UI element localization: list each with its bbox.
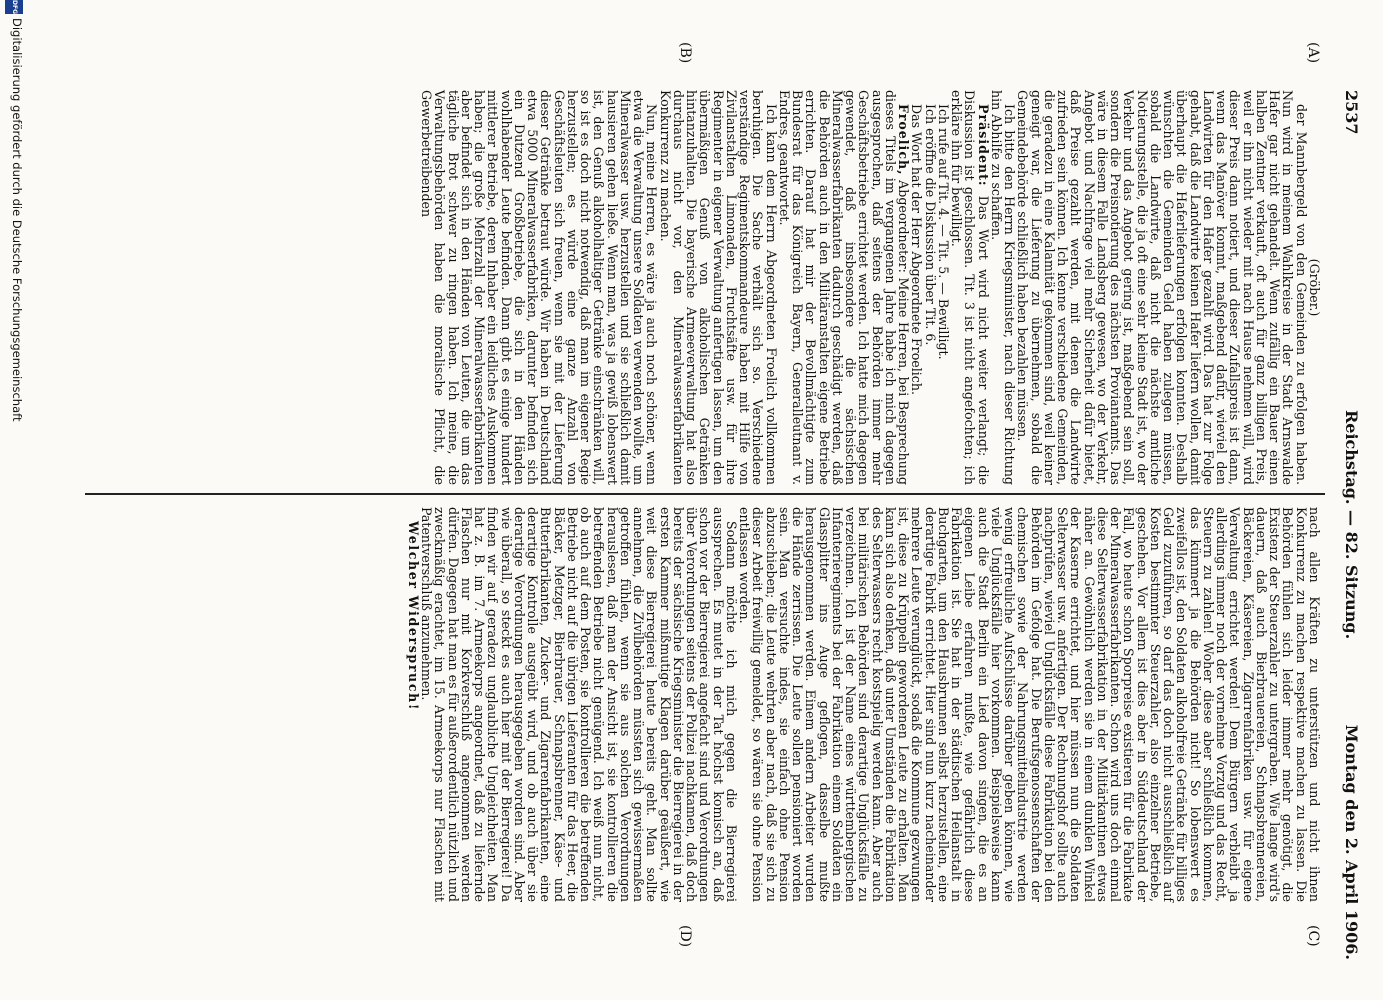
speaker-name: Präsident: — [975, 104, 991, 187]
margin-mark-b: (B) — [677, 42, 693, 64]
page-number: 2537 — [1342, 90, 1361, 135]
paragraph: Froelich, Abgeordneter: Meine Herren, bei Besprechung dieses Titels im vergangenen Jahre habe ich mich dagegen ausgesprochen, daß seitens der Behörden immer mehr Geschäftsbetriebe errichtet werden. Ich hatte mich dagegen gewendet, daß insbesondere die sächsischen Mineralwasserfabrikanten dadurch geschädigt werden, daß die Behörden auch in den Militäranstalten eigene Betriebe errichten. Darauf hat mir der Bevollmächtigte zum Bundesrat für das Königreich Bayern, Generalleutnant v. Endres, geantwortet. — [777, 90, 912, 485]
session-date: Montag den 2. April 1906. — [1342, 724, 1361, 960]
dfg-logo-icon: DFG — [5, 0, 23, 14]
paragraph: Das Wort hat der Herr Abgeordnete Froelich. — [909, 104, 925, 395]
column-divider — [85, 493, 1325, 495]
quotation: Ich kann dem Herrn Abgeordneten Froelich vollkommen beruhigen. Die Sache verhält sich so. Verschiedene verständige Regimentskommandeure haben mit Hilfe von Zivilanstalten Limonaden, Fruchtsäfte usw. für ihre Regimenter in eigener Verwaltung anfertigen lassen, um den übermäßigen Genuß von alkoholischen Getränken hintanzuhalten. Die bayerische Armeeverwaltung hat also durchaus nicht vor, den Mineralwasserfabrikanten Konkurrenz zu machen. — [657, 90, 779, 485]
margin-mark-c: (C) — [1305, 925, 1321, 947]
paragraph: Sodann möchte ich mich gegen die Bierregierei aussprechen. Es mutet in der Tat höchst komisch an, daß schon vor der Bierregierei angefacht sind und Verordnungen über Verordnungen seitens der Polizei nachkamen, daß doch bereits der sächsische Kriegsminister die Bierregierei in der ersten Kammer mißmutige Klagen darüber geäußert, wie weit diese Bierregierei heute bereits geht. Man sollte annehmen, die Zivilbehörden müssten sich gewissermaßen getroffen fühlen, wenn sie aus solchen Verordnungen herauslesen, daß man der Ansicht ist, sie kontrollieren die betreffenden Betriebe nicht genügend. Ich weiß nun nicht, ob auch auf dem Posten, sie kontrollieren die betreffenden Betriebe nicht auf die übrigen Lieferanten für das Heer, die Bäcker, Metzger, Bierbrauer, Schnapsbrenner, Käse- und Butterfabrikanten, Zucker- und Zigarrenfabrikanten, eine derartige Kontrolle ausgeübt wird, und ob auch über sie derartige Verordnungen herausgegeben worden sind. Aber wie überall, so steckt es auch hier mit der Bierregierei! Da finden wir auf geradezu unglaubliche Ungleichheiten. Man hat z. B. im 7. Armeekorps angeordnet, daß zu liefernde Flaschen nur mit Korkverschluß angenommen werden dürfen. Dagegen hat man es für außerordentlich nützlich und zweckmäßig erachtet, im 15. Armeekorps nur Flaschen mit Patentverschluß anzunehmen. — [419, 507, 739, 902]
margin-mark-a: (A) — [1305, 42, 1321, 64]
paragraph: Nun, meine Herren, es wäre ja auch noch schöner, wenn etwa die Verwaltung unsere Soldaten verwenden wollte, um Mineralwasser usw. herzustellen und sie schließlich damit hausieren gehen ließe. Wenn man, was ja gewiß lobenswert ist, den Genuß alkoholhaltiger Getränke einschränken will, so ist es doch nicht notwendig, daß man im eigener Regie herzustellen; es würde eine ganze Anzahl von Geschäftsleuten sich freuen, wenn sie mit der Lieferung dieser Getränke betraut würde. Wir haben in Deutschland etwa 5000 Mineralwasserfabriken, darunter befinden sich ein Dutzend Großbetriebe, die sich in den Händen wohlhabender Leute befinden. Dann gibt es einige hundert mittlerer Betriebe, deren Inhaber ein leidliches Auskommen haben; die große Mehrzahl der Mineralwasserfabrikanten aber befindet sich in den Händen von Leuten, die um das tägliche Brot schwer zu ringen haben. Ich meine, die Verwaltungsbehörden haben die moralische Pflicht, die Gewerbetreibenden — [419, 90, 660, 485]
paragraph: der Mannbergeld von den Gemeinden zu erfolgen haben. Nun wird in meinem Wahlkreise in der Stadt Arnswalde Hafer gar nicht gehandelt. Wenn zufällig ein Bauer einen halben Zentner verkauft, oft auch für ganz billigen Preis, weil er ihn nicht wieder mit nach Hause nehmen will, wird dieser Preis dann notiert, und dieser Zufallspreis ist dann, wenn das Manöver kommt, maßgebend dafür, wieviel den Landwirten für den Hafer gezahlt wird. Das hat zur Folge gehabt, daß die Landwirte keinen Hafer liefern wollen, damit überhaupt die Haferlieferungen erfolgen konnten. Deshalb wünschten die Gemeinden Geld haben zulegen müssen, sobald die Landwirte, daß nicht die nächste amtliche Notierungsstelle, die ja oft eine sehr kleine Stadt ist, wo der Verkehr und das Angebot gering ist, maßgebend sein soll, sondern die Preisnotierung des nächsten Proviantamts. Das wäre in diesem Falle Landsberg gewesen, wo der Verkehr, Angebot und Nachfrage viel mehr Sicherheit dafür bietet, daß Preise gezahlt werden, mit denen die Landwirte zufrieden sein können. Ich kenne verschiedene Gemeinden, die geradezu in eine Kalamität gekommen sind, weil keiner geneigt war, die Lieferung zu übernehmen, sobald die Gemeindebehörde schließlich haben bezahlen müssen. — [1015, 90, 1309, 485]
right-column — [407, 507, 1321, 902]
running-head — [1331, 90, 1361, 960]
digitization-credit — [0, 0, 24, 1000]
paragraph: Ich bitte den Herrn Kriegsminister, nach dieser Richtung hin Abhilfe zu schaffen. — [989, 90, 1018, 485]
speaker-name: Froelich, — [896, 104, 912, 176]
paragraph: nach allen Kräften zu unterstützen und nicht ihnen Konkurrenz zu machen respektive machen zu lassen. Die Behörden fühlen sich leider immer mehr genötigt, die Existenz der Steuerzahler zu untergraben. Wie lange wird's dauern, daß auch Bierbrauereien, Schnapsbrennereien, Bäckereien, Käsereien, Zigarrenfabriken usw. für eigene Verwaltung errichtet werden! Dem Bürgern verbleibt ja allerdings immer noch der vornehme Vorzug und das Recht, Steuern zu zahlen! Woher diese aber schließlich kommen, das kümmert ja die Behörden nicht! So lobenswert es zweifellos ist, den Soldaten alkoholfreie Getränke für billiges Geld zuzuführen, so darf das doch nicht ausschließlich auf Kosten bestimmter Steuerzahler, also einzelner Betriebe, geschehen. Vor allem ist dies aber in Süddeutschland der Fall, wo heute schon Sporpreise existieren für die Fabrikate der Mineralwasserfabrikanten. Schon wird uns doch einmal diese Selterwasserfabrikation in der Militärkantinen etwas näher an. Gewöhnlich werden sie in einem dunklen Winkel der Kaserne errichtet, und hier müssen nun die Soldaten Selterwasser usw. anfertigen. Der Rechnungshof sollte auch nachprüfen, wieviel Unglücksfälle diese Fabrikation bei den Behörden im Gefolge hat. Die Berufsgenossenschaften der chemischen sowie der Nahrungsmittelindustrie werden wenig erfreuliche Aufschlüsse darüber geben können, wie viele Unglücksfälle hier vorkommen. Beispielsweise kann auch die Stadt Berlin ein Lied davon singen, die es an eigenen Leibe erfahren mußte, wie gefährlich diese Fabrikation ist. Sie hat in der städtischen Heilanstalt in Buchgarten, um den Hausbrunnen selbst herzustellen, eine derartige Fabrik errichtet. Hier sind nun kurz nacheinander mehrere Leute verunglückt, sodaß die Kommune gezwungen ist, diese zu Krüppeln gewordenen Leute zu erhalten. Man kann sich also denken, daß unter Umständen die Fabrikation des Selterwassers recht kostspielig werden kann. Aber auch bei militärischen Behörden sind derartige Unglücksfälle zu verzeichnen. Ich ist der Name eines württembergischen Infanterieregiments bei der Fabrikation einem Soldaten ein Glassplitter ins Auge geflogen, dasselbe mußte herausgenommen werden. Einem andern Arbeiter wurden die Hände zerrissen. Die Leute sollen pensioniert worden sein. Man versuchte indes, sie einfach ohne Pension abzuschieben; die Leute wehrten aber nach, daß sie sich zu dieser Arbeit freiwillig gemeldet, so wären sie ohne Pension entlassen worden. — [737, 507, 1322, 902]
paragraph: Präsident: Das Wort wird nicht weiter verlangt; die Diskussion ist geschlossen. Tit. 3 ist nicht angefochten; ich erkläre ihn für bewilligt. — [949, 90, 991, 485]
paragraph: Ich rufe auf Tit. 4. — Tit. 5. — Bewilligt. — [936, 104, 951, 360]
session-title: Reichstag. — 82. Sitzung. — [1342, 410, 1361, 640]
paragraph: Ich eröffne die Diskussion über Tit. 6. — [922, 104, 938, 346]
speaker-resume: (Gröber.) — [1307, 258, 1322, 317]
margin-mark-d: (D) — [677, 925, 693, 948]
paragraph: Welcher Widerspruch! — [406, 521, 421, 711]
credit-text: Digitalisierung gefördert durch die Deutsche Forschungsgemeinschaft — [10, 18, 24, 422]
left-column — [420, 90, 1321, 485]
